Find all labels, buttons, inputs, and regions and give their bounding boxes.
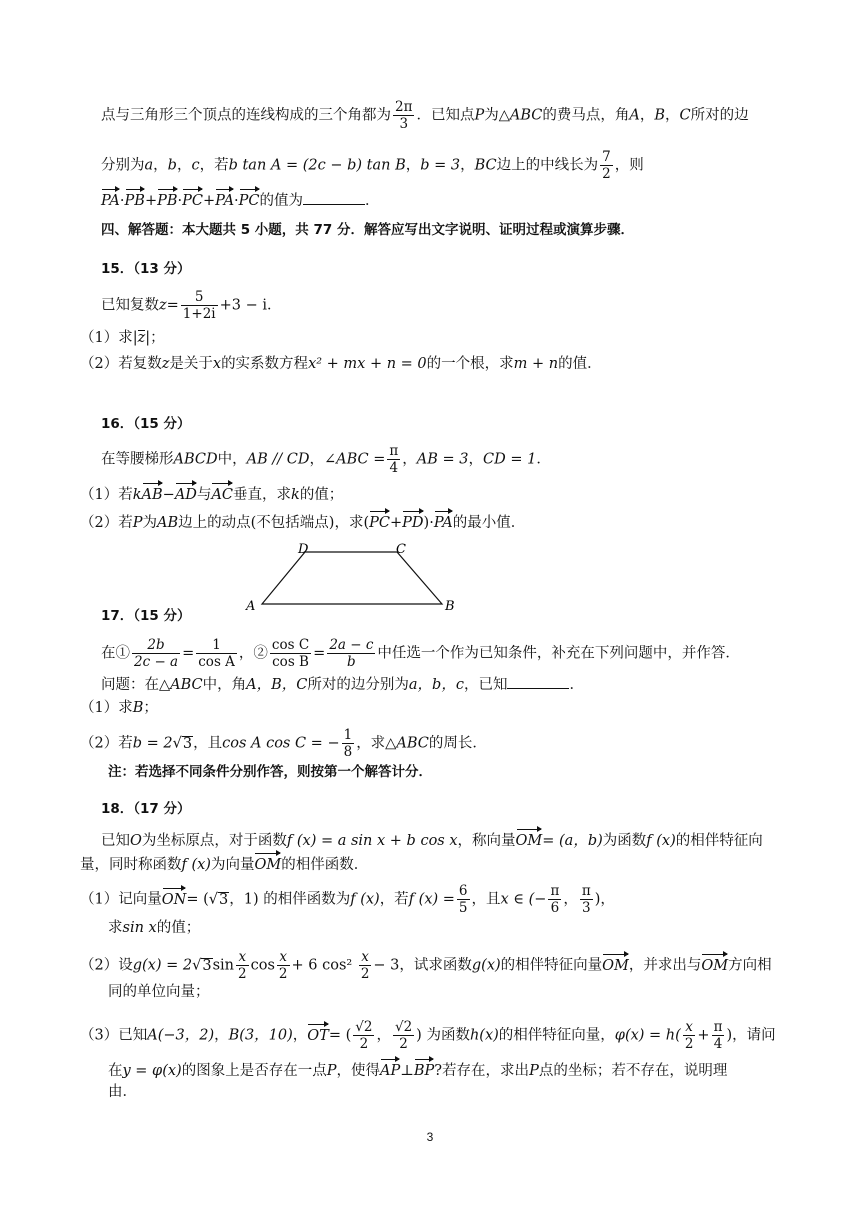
q18-stem-line-2: 量，同时称函数f (x)为向量OM的相伴函数． bbox=[80, 852, 368, 875]
fraction: $\frac{2\pi}{3}$ bbox=[395, 99, 413, 133]
q14-line-2: 分别为a，b，c，若b tan A = (2c − b) tan B，b = 3，BC边上的中线长为 $\frac{7}{2}$ ，则 bbox=[101, 149, 644, 183]
fraction: $\frac{1}{8}$ bbox=[343, 727, 353, 761]
q17-stem: 在① $\frac{2b}{2c - a}$ = $\frac{1}{\text{cos A}}$ ，② $\frac{\text{cos C}}{\text{cos B}}$ = $\frac{2a - c}{b}$ 中任选一个作为已知条件，补充在下列问题中，并作答． bbox=[101, 637, 740, 671]
vertex-A-label: A bbox=[246, 599, 256, 614]
q16-title: 16．（15 分） bbox=[101, 416, 191, 432]
trapezoid-figure bbox=[240, 538, 460, 616]
q14-line-3: PA·PB+PB·PC+PA·PC的值为 ． bbox=[101, 188, 380, 211]
q15-part1: （1）求|z|； bbox=[80, 330, 165, 346]
q17-note: 注：若选择不同条件分别作答，则按第一个解答计分． bbox=[108, 764, 432, 780]
q18-part2: （2）设g(x) = 2√3sin $\frac{x}{2}$ cos $\frac{x}{2}$ + 6 cos² $\frac{x}{2}$ − 3，试求函数g(x)的相伴特征向量OM，并求出与OM方向相 bbox=[80, 949, 772, 983]
fraction: $\frac{1}{\text{cos A}}$ bbox=[198, 637, 235, 671]
vertex-C-label: C bbox=[396, 542, 406, 557]
answer-blank bbox=[303, 190, 365, 205]
q18-part3-line-2: 在y = φ(x)的图象上是否存在一点P，使得AP⊥BP?若存在，求出P点的坐标；若不存在，说明理 bbox=[108, 1058, 727, 1081]
fraction: $\frac{5}{1+2i}$ bbox=[182, 289, 216, 323]
q18-part3-line-3: 由． bbox=[108, 1084, 137, 1100]
fraction: $\frac{\text{cos C}}{\text{cos B}}$ bbox=[271, 637, 310, 671]
q18-part3: （3）已知A(−3，2)，B(3，10)，OT= ( $\frac{√2}{2}$ ， $\frac{√2}{2}$ ) 为函数h(x)的相伴特征向量，φ(x) = h( $\frac{x}{2}$ + $\frac{\pi}{4}$ )，请问 bbox=[80, 1019, 776, 1053]
vertex-D-label: D bbox=[298, 542, 309, 557]
q16-part2: （2）若P为AB边上的动点(不包括端点)，求(PC+PD)·PA的最小值． bbox=[80, 510, 525, 533]
trapezoid-shape bbox=[262, 552, 442, 604]
fraction: $\frac{\pi}{4}$ bbox=[389, 443, 399, 477]
q15-title: 15．（13 分） bbox=[101, 261, 191, 277]
fraction: $\frac{\pi}{3}$ bbox=[581, 883, 591, 917]
q15-stem: 已知复数z= $\frac{5}{1+2i}$ +3 − i． bbox=[101, 289, 282, 323]
q18-part2-line-2: 同的单位向量； bbox=[108, 984, 210, 1000]
q14-line-1: 点与三角形三个顶点的连线构成的三个角都为 $\frac{2\pi}{3}$ ．已知点P为△ABC的费马点，角A，B，C所对的边 bbox=[101, 99, 749, 133]
q18-stem-line-1: 已知O为坐标原点，对于函数f (x) = a sin x + b cos x，称向量OM= (a，b)为函数f (x)的相伴特征向 bbox=[101, 828, 763, 851]
q17-title: 17．（15 分） bbox=[101, 608, 191, 624]
fraction: $\frac{2a - c}{b}$ bbox=[329, 637, 374, 671]
fraction: $\frac{x}{2}$ bbox=[278, 949, 288, 983]
fraction: $\frac{√2}{2}$ bbox=[394, 1019, 413, 1053]
q17-part2: （2）若b = 2√3，且cos A cos C = − $\frac{1}{8}$ ，求△ABC的周长． bbox=[80, 727, 487, 761]
page-number: 3 bbox=[426, 1130, 434, 1144]
q16-part1: （1）若kAB−AD与AC垂直，求k的值； bbox=[80, 482, 343, 505]
q17-problem: 问题：在△ABC中，角A，B，C所对的边分别为a，b，c，已知 ． bbox=[101, 674, 584, 695]
vector-PA: PA bbox=[101, 188, 120, 211]
vertex-B-label: B bbox=[445, 599, 455, 614]
section-heading: 四、解答题：本大题共 5 小题，共 77 分．解答应写出文字说明、证明过程或演算步骤． bbox=[101, 222, 634, 238]
q18-part1: （1）记向量ON= (√3，1) 的相伴函数为f (x)，若f (x) = $\frac{6}{5}$ ，且x ∈ (− $\frac{\pi}{6}$ ， $\frac{\pi}{3}$ )， bbox=[80, 883, 615, 917]
fraction: $\frac{2b}{2c - a}$ bbox=[134, 637, 179, 671]
q18-title: 18．（17 分） bbox=[101, 801, 191, 817]
fraction: $\frac{\pi}{4}$ bbox=[713, 1019, 723, 1053]
answer-blank bbox=[507, 674, 569, 689]
fraction: $\frac{\pi}{6}$ bbox=[550, 883, 560, 917]
q14-text: 点与三角形三个顶点的连线构成的三个角都为 bbox=[101, 107, 391, 124]
q15-part2: （2）若复数z是关于x的实系数方程x² + mx + n = 0的一个根，求m + n的值． bbox=[80, 356, 602, 372]
q16-stem: 在等腰梯形ABCD中，AB // CD，∠ABC = $\frac{\pi}{4}$ ，AB = 3，CD = 1． bbox=[101, 443, 551, 477]
fraction: $\frac{x}{2}$ bbox=[360, 949, 370, 983]
fraction: $\frac{√2}{2}$ bbox=[355, 1019, 373, 1053]
q18-part1-line-2: 求sin x的值； bbox=[108, 920, 201, 936]
fraction: $\frac{7}{2}$ bbox=[602, 149, 611, 183]
q17-part1: （1）求B； bbox=[80, 700, 158, 716]
fraction: $\frac{x}{2}$ bbox=[684, 1019, 694, 1053]
fraction: $\frac{6}{5}$ bbox=[458, 883, 468, 917]
fraction: $\frac{x}{2}$ bbox=[238, 949, 247, 983]
